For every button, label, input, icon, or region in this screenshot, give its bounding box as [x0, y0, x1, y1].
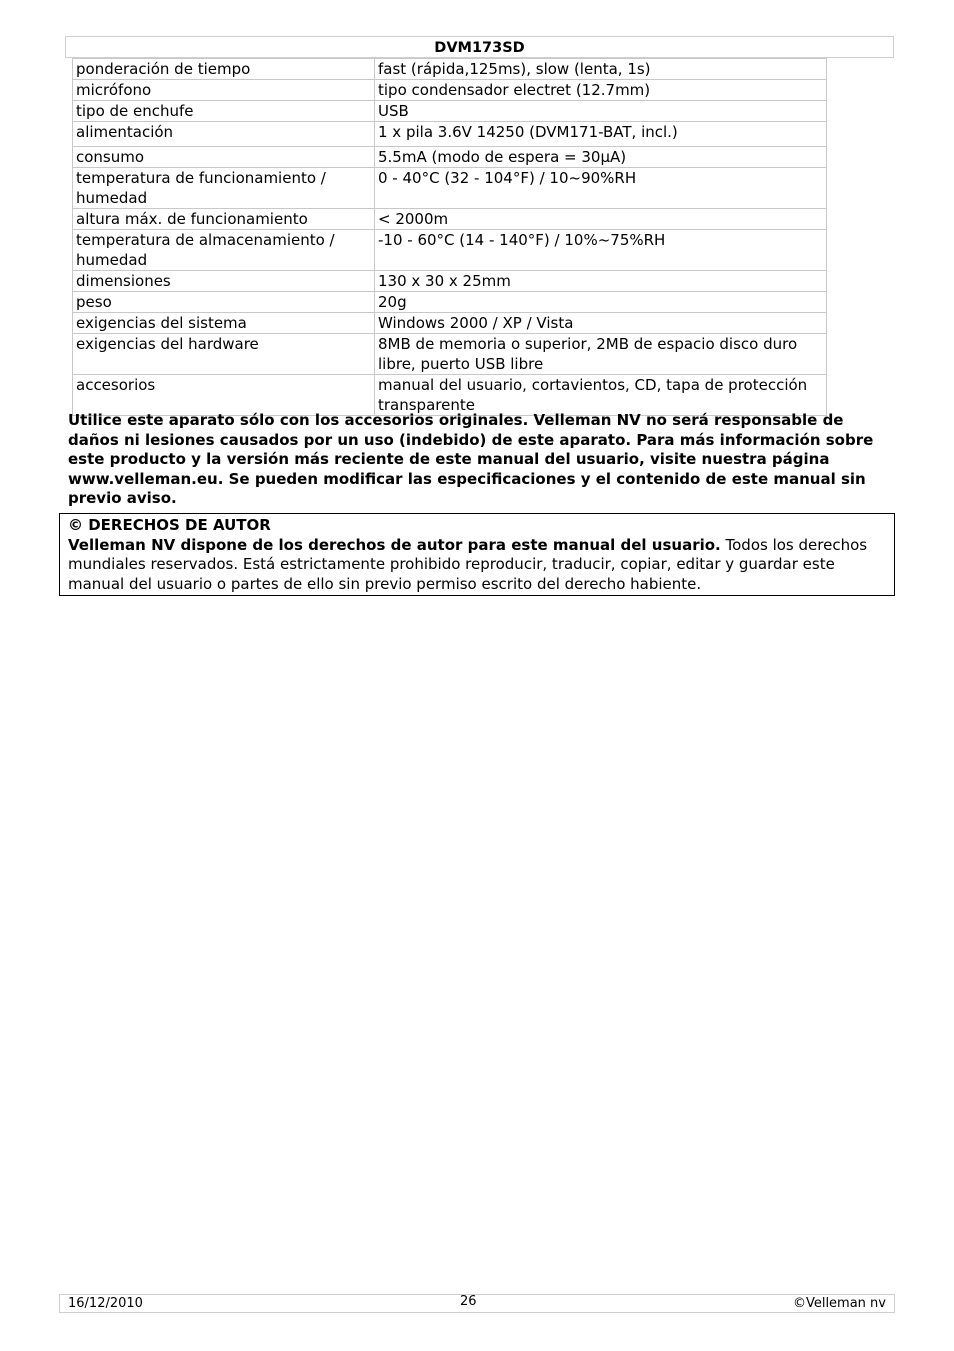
spec-value: Windows 2000 / XP / Vista [375, 313, 827, 334]
table-row [73, 101, 827, 122]
copyright-body: Todos los derechos mundiales reservados. Está estrictamente prohibido reproducir, traducir, copiar, editar y guardar este manual del usuario o partes de ello sin previo permiso escrito del derecho habiente. [68, 535, 868, 593]
spec-label: ponderación de tiempo [73, 59, 375, 80]
footer-brand: ©Velleman nv [792, 1296, 886, 1311]
spec-value: 1 x pila 3.6V 14250 (DVM171-BAT, incl.) [375, 122, 827, 147]
usage-notice: Utilice este aparato sólo con los accesorios originales. Velleman NV no será responsable de daños ni lesiones causados por un uso (indebido) de este aparato. Para más información sobre este producto y la versión más reciente de este manual del usuario, visite nuestra página www.velleman.eu. Se pueden modificar las especificaciones y el contenido de este manual sin previo aviso. [68, 411, 874, 507]
page-header-model: DVM173SD [65, 36, 894, 58]
spec-label: temperatura de funcionamiento / humedad [73, 168, 375, 209]
spec-value: 130 x 30 x 25mm [375, 271, 827, 292]
copyright-lead: Velleman NV dispone de los derechos de autor para este manual del usuario. [68, 535, 721, 554]
spec-value: manual del usuario, cortavientos, CD, tapa de protección transparente [375, 375, 827, 416]
spec-label: temperatura de almacenamiento / humedad [73, 230, 375, 271]
table-row [73, 292, 827, 313]
spec-label: altura máx. de funcionamiento [73, 209, 375, 230]
footer-page-number: 26 [460, 1294, 477, 1309]
spec-label: accesorios [73, 375, 375, 416]
specifications-table [72, 58, 827, 416]
table-row [73, 230, 827, 271]
spec-value: < 2000m [375, 209, 827, 230]
spec-label: peso [73, 292, 375, 313]
spec-value: fast (rápida,125ms), slow (lenta, 1s) [375, 59, 827, 80]
copyright-title: © DERECHOS DE AUTOR [68, 516, 271, 534]
spec-value: 20g [375, 292, 827, 313]
spec-value: 0 - 40°C (32 - 104°F) / 10~90%RH [375, 168, 827, 209]
table-row [73, 209, 827, 230]
table-row [73, 147, 827, 168]
spec-label: tipo de enchufe [73, 101, 375, 122]
table-row [73, 313, 827, 334]
spec-label: consumo [73, 147, 375, 168]
table-row [73, 59, 827, 80]
spec-value: tipo condensador electret (12.7mm) [375, 80, 827, 101]
spec-label: dimensiones [73, 271, 375, 292]
spec-value: USB [375, 101, 827, 122]
copyright-text [68, 536, 886, 595]
table-row [73, 168, 827, 209]
table-row [73, 334, 827, 375]
table-row [73, 271, 827, 292]
spec-label: exigencias del sistema [73, 313, 375, 334]
footer-date: 16/12/2010 [68, 1296, 143, 1311]
copyright-box [59, 513, 895, 596]
table-row [73, 122, 827, 147]
spec-value: 5.5mA (modo de espera = 30µA) [375, 147, 827, 168]
spec-value: 8MB de memoria o superior, 2MB de espacio disco duro libre, puerto USB libre [375, 334, 827, 375]
table-row [73, 80, 827, 101]
table-row [73, 375, 827, 416]
spec-label: exigencias del hardware [73, 334, 375, 375]
page-footer [59, 1294, 895, 1313]
spec-label: alimentación [73, 122, 375, 147]
spec-value: -10 - 60°C (14 - 140°F) / 10%~75%RH [375, 230, 827, 271]
spec-label: micrófono [73, 80, 375, 101]
